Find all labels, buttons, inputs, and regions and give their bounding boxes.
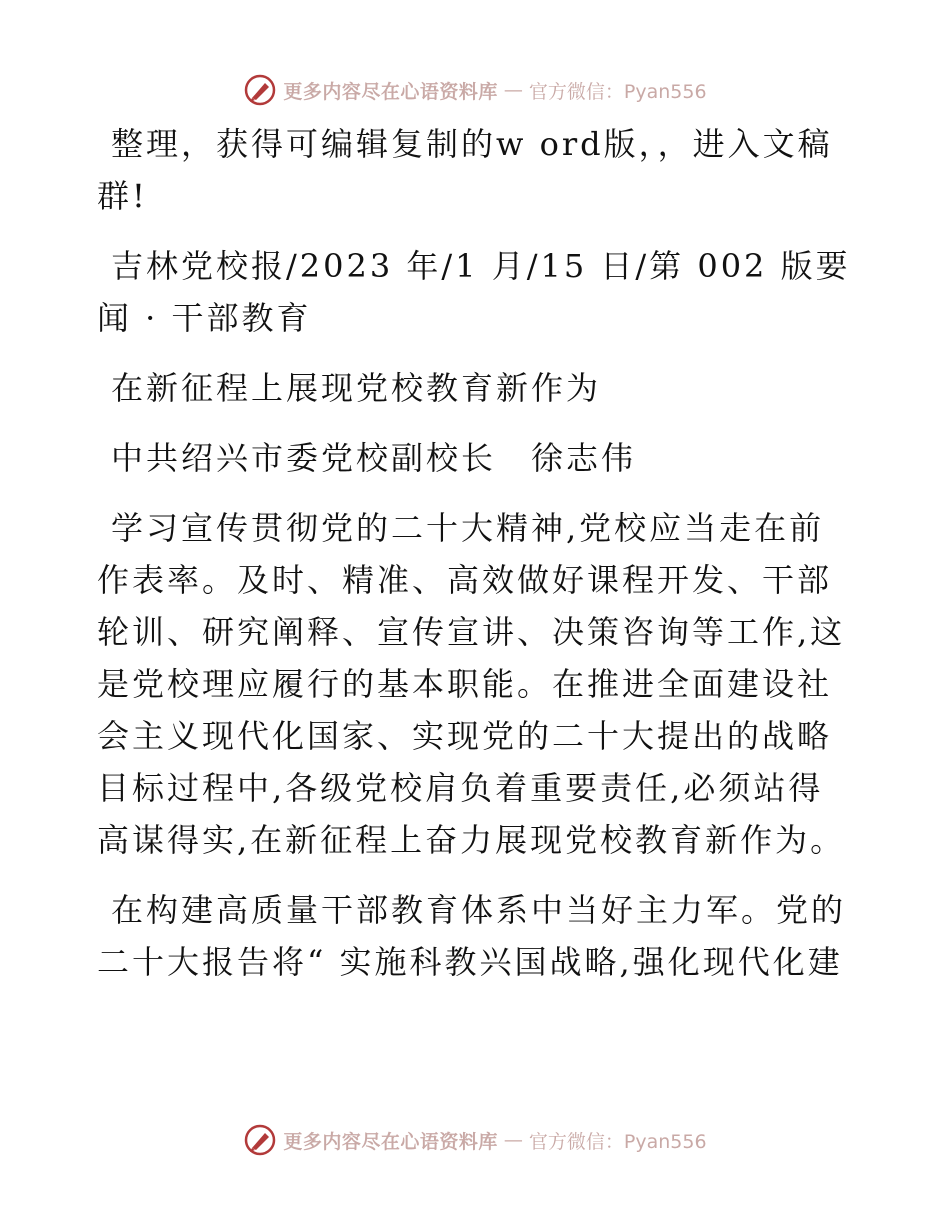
watermark-site-text: 更多内容尽在心语资料库 xyxy=(283,1130,498,1153)
watermark-separator: — xyxy=(503,1129,523,1151)
watermark-wechat-text: 官方微信：Pyan556 xyxy=(528,80,707,103)
watermark-wechat-text: 官方微信：Pyan556 xyxy=(528,1130,707,1153)
watermark-separator: — xyxy=(503,79,523,101)
body-paragraph: 学习宣传贯彻党的二十大精神,党校应当走在前作表率。及时、精准、高效做好课程开发、干部轮训、研究阐释、宣传宣讲、决策咨询等工作,这是党校理应履行的基本职能。在推进全面建设社会主义现代化国家、实现党的二十大提出的战略目标过程中,各级党校肩负着重要责任,必须站得高谋得实,在新征程上奋力展现党校教育新作为。 xyxy=(97,509,846,859)
document-body xyxy=(97,118,857,1006)
article-author: 中共绍兴市委党校副校长 徐志伟 xyxy=(111,439,637,477)
body-paragraph: 在构建高质量干部教育体系中当好主力军。党的二十大报告将“ 实施科教兴国战略,强化现代化建 xyxy=(97,891,847,981)
watermark-banner-bottom xyxy=(0,1120,950,1160)
watermark-banner-top xyxy=(0,70,950,110)
source-line: 吉林党校报/2023 年/1 月/15 日/第 002 版要闻 · 干部教育 xyxy=(97,247,851,337)
pen-logo-icon xyxy=(243,1123,277,1157)
pen-logo-icon xyxy=(243,73,277,107)
watermark-site-text: 更多内容尽在心语资料库 xyxy=(283,80,498,103)
intro-note: 整理，获得可编辑复制的w ord版，，进入文稿群! xyxy=(97,125,833,215)
article-title: 在新征程上展现党校教育新作为 xyxy=(111,369,602,407)
